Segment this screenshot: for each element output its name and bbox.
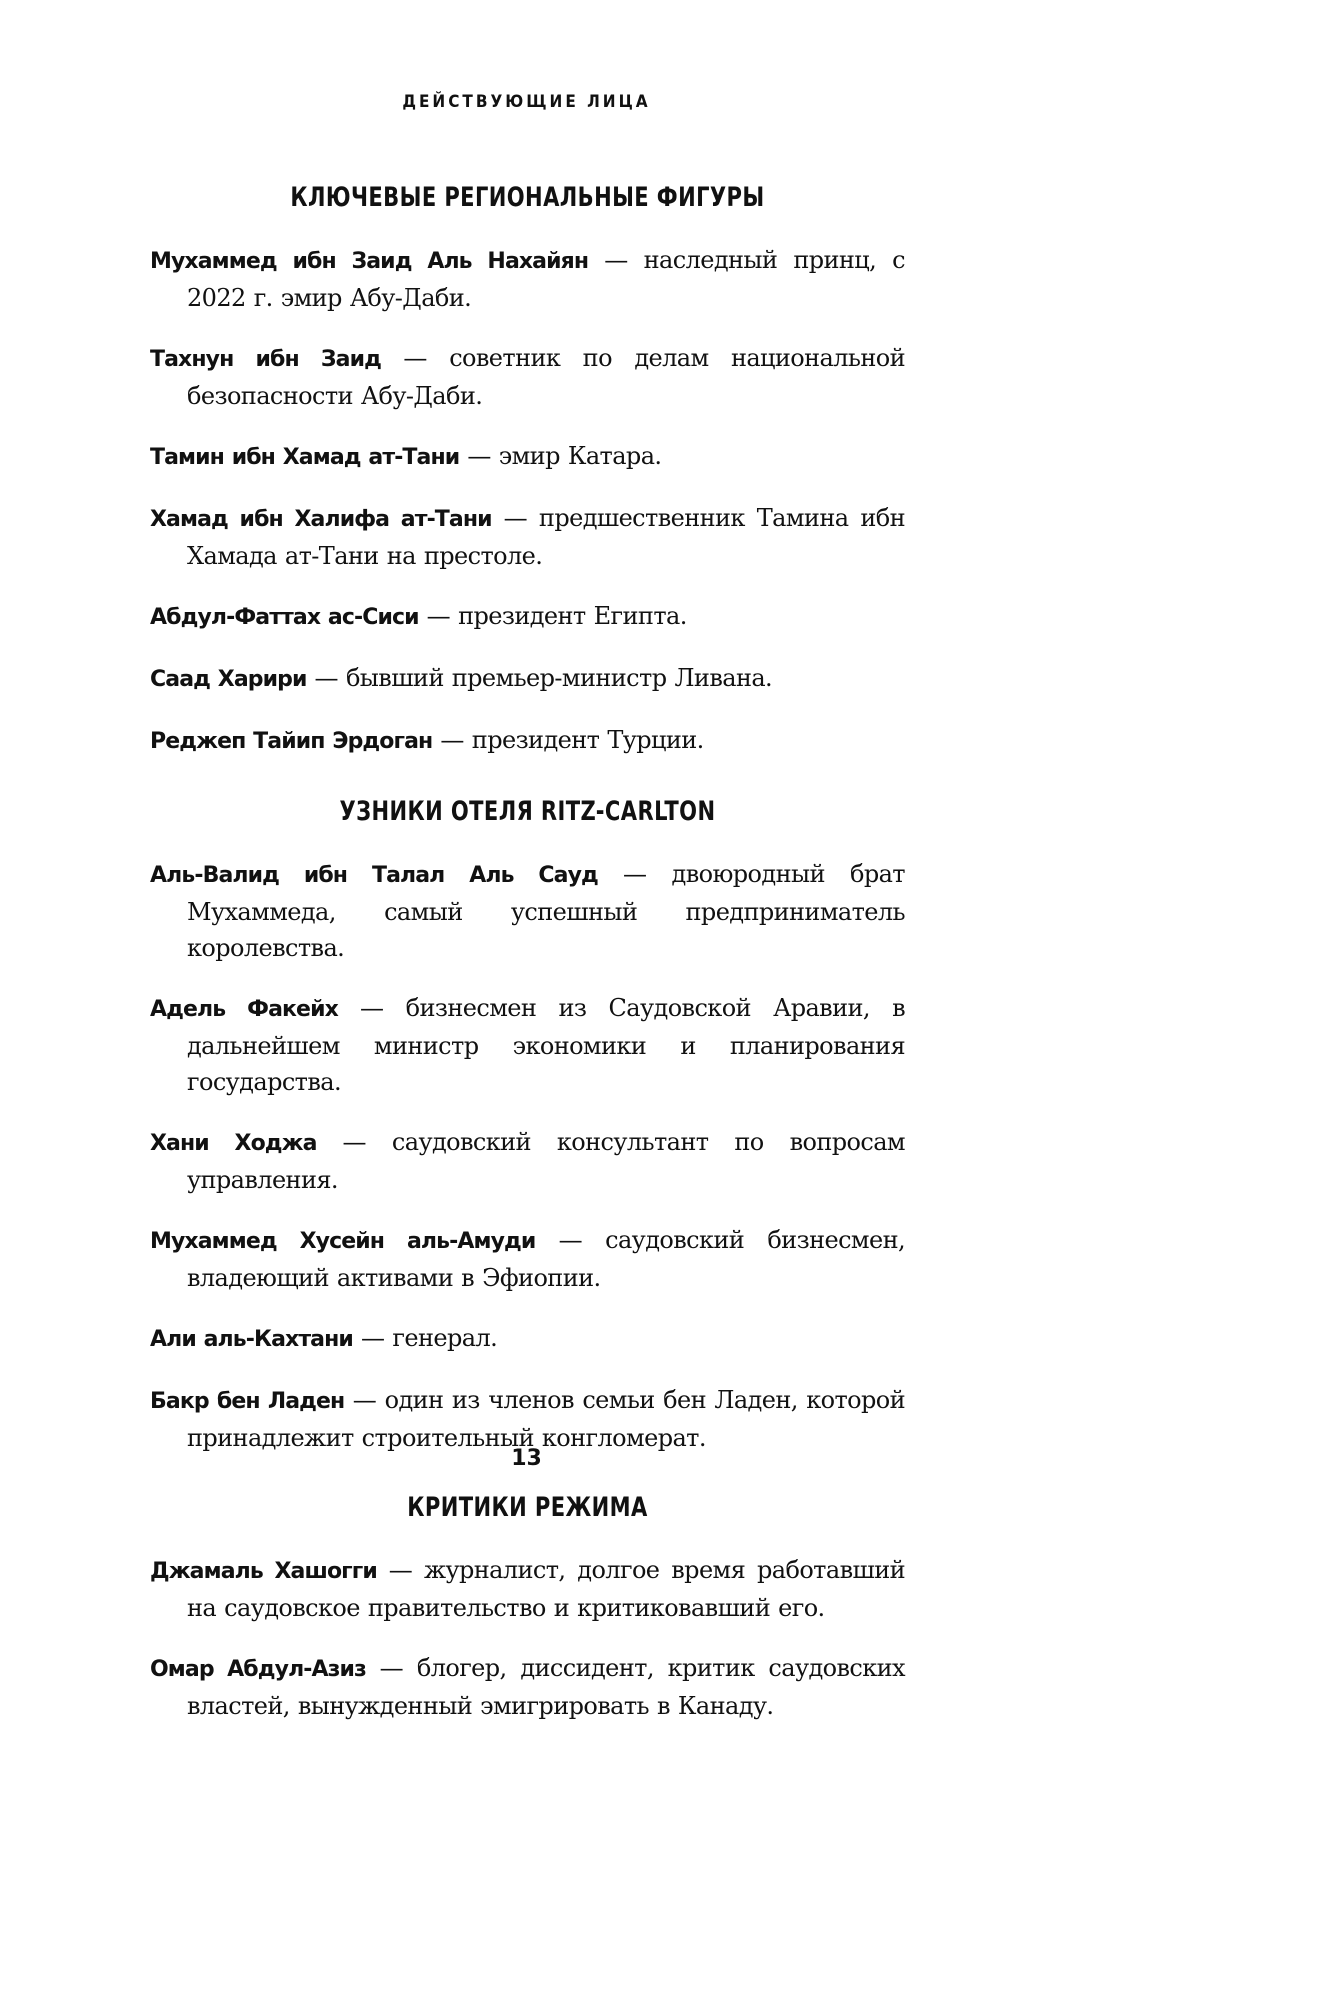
entry-name: Тахнун ибн Заид: [150, 347, 381, 372]
entry-name: Саад Харири: [150, 667, 307, 692]
entry: [150, 1552, 905, 1626]
section-ritz-carlton-prisoners: [150, 792, 905, 1456]
entry: [150, 722, 905, 760]
entry-description: — генерал.: [352, 1324, 498, 1352]
entry-description: — наследный принц, с 2022 г. эмир Абу-Даби.: [187, 246, 905, 312]
entry-name: Джамаль Хашогги: [150, 1559, 377, 1584]
section-title: КРИТИКИ РЕЖИМА: [407, 1492, 648, 1523]
entry: [150, 340, 905, 414]
entry-description: — блогер, диссидент, критик саудовских властей, вынужденный эмигрировать в Канаду.: [187, 1654, 905, 1720]
entry-description: — бывший премьер-министр Ливана.: [306, 664, 773, 692]
page-number: 13: [511, 1446, 542, 1471]
entry: [150, 1124, 905, 1198]
entry-name: Адель Факейх: [150, 997, 338, 1022]
entry-name: Абдул-Фаттах ас-Сиси: [150, 605, 419, 630]
entry: [150, 856, 905, 966]
entry: [150, 438, 905, 476]
entry: [150, 242, 905, 316]
entry-name: Мухаммед ибн Заид Аль Нахайян: [150, 249, 589, 274]
entry-description: — двоюродный брат Мухаммеда, самый успешный предприниматель королевства.: [187, 860, 905, 962]
entry: [150, 1320, 905, 1358]
entry-description: — предшественник Тамина ибн Хамада ат-Тани на престоле.: [187, 504, 905, 570]
entry-description: — президент Египта.: [418, 602, 687, 630]
entry: [150, 500, 905, 574]
entry: [150, 990, 905, 1100]
entry-description: — саудовский консультант по вопросам управления.: [187, 1128, 905, 1194]
section-regime-critics: [150, 1488, 905, 1724]
entry: [150, 1222, 905, 1296]
entry-description: — эмир Катара.: [459, 442, 662, 470]
page-content: [150, 178, 905, 1725]
entry: [150, 1650, 905, 1724]
entry-description: — бизнесмен из Саудовской Аравии, в дальнейшем министр экономики и планирования государства.: [187, 994, 905, 1096]
entry-name: Омар Абдул-Азиз: [150, 1657, 366, 1682]
entry-description: — саудовский бизнесмен, владеющий активами в Эфиопии.: [187, 1226, 906, 1292]
entry-name: Хамад ибн Халифа ат-Тани: [150, 507, 492, 532]
entry-name: Бакр бен Ладен: [150, 1389, 345, 1414]
entry: [150, 660, 905, 698]
entry-name: Мухаммед Хусейн аль-Амуди: [150, 1229, 536, 1254]
entry-description: — президент Турции.: [432, 726, 704, 754]
running-header: ДЕЙСТВУЮЩИЕ ЛИЦА: [402, 92, 651, 112]
entry-description: — один из членов семьи бен Ладен, которой принадлежит строительный конгломерат.: [187, 1386, 905, 1452]
entry-description: — советник по делам национальной безопасности Абу-Даби.: [187, 344, 905, 410]
entry-name: Реджеп Тайип Эрдоган: [150, 729, 433, 754]
section-title: КЛЮЧЕВЫЕ РЕГИОНАЛЬНЫЕ ФИГУРЫ: [290, 182, 765, 213]
entry: [150, 598, 905, 636]
entry-name: Аль-Валид ибн Талал Аль Сауд: [150, 863, 598, 888]
section-title: УЗНИКИ ОТЕЛЯ RITZ-CARLTON: [339, 796, 716, 827]
entry-description: — журналист, долгое время работавший на саудовское правительство и критиковавший его.: [187, 1556, 905, 1622]
entry-name: Хани Ходжа: [150, 1131, 317, 1156]
entry-name: Тамин ибн Хамад ат-Тани: [150, 445, 460, 470]
entry-name: Али аль-Кахтани: [150, 1327, 353, 1352]
section-key-regional-figures: [150, 178, 905, 760]
entry: [150, 1382, 905, 1456]
